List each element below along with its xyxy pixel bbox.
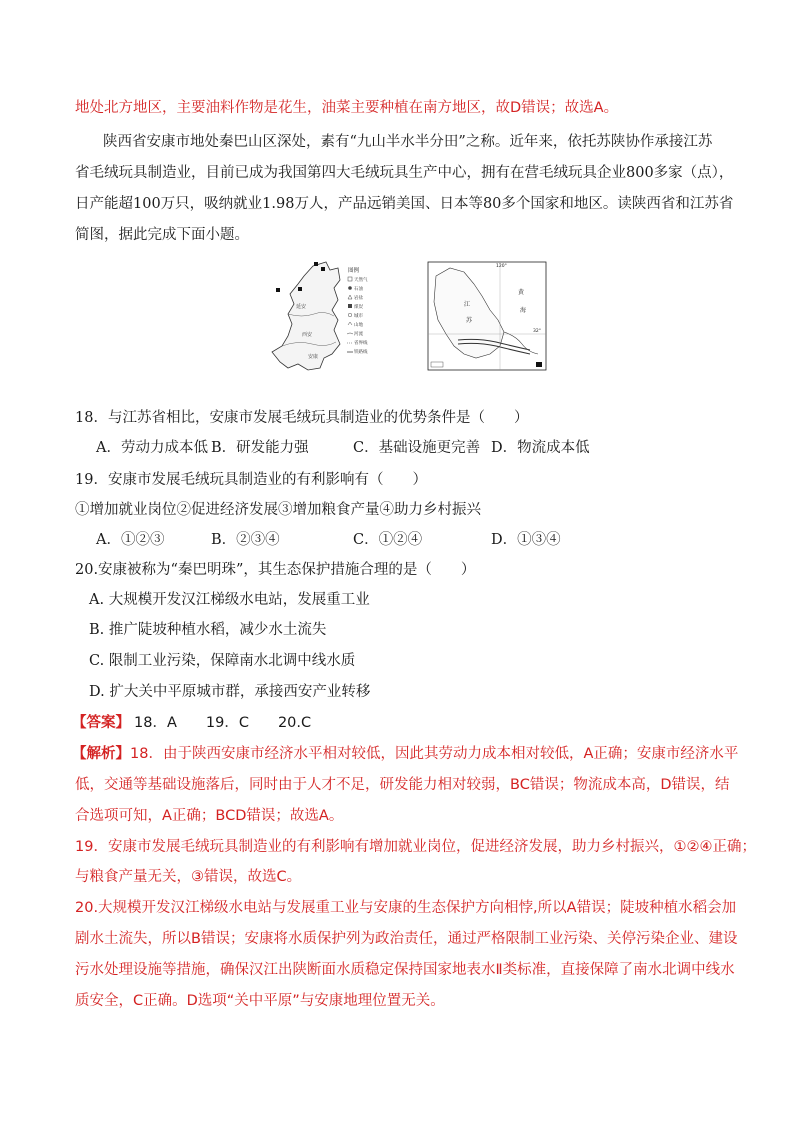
shaanxi-map	[268, 258, 553, 378]
passage-line-3: 日产能超100万只，吸纳就业1.98万人，产品远销美国、日本等80多个国家和地区。读陕西省和江苏省	[75, 196, 734, 212]
q18-stem: 18．与江苏省相比，安康市发展毛绒玩具制造业的优势条件是（ ）	[75, 410, 529, 426]
answer-text: 18．A 19．C 20.C	[134, 715, 312, 731]
analysis-line-8: 污水处理设施等措施，确保汉江出陕断面水质稳定保持国家地表水Ⅱ类标准，直接保障了南水北调中线水	[75, 962, 735, 978]
analysis-line-5: 与粮食产量无关，③错误，故选C。	[75, 869, 302, 885]
q19-option-d: D．①③④	[491, 532, 561, 548]
q18-option-b: B．研发能力强	[211, 440, 309, 456]
svg-text:石油: 石油	[354, 287, 363, 292]
svg-text:苏: 苏	[466, 317, 473, 324]
analysis-line-9: 质安全，C正确。D选项“关中平原”与安康地理位置无关。	[75, 993, 445, 1009]
passage-line-1: 陕西省安康市地处秦巴山区深处，素有“九山半水半分田”之称。近年来，依托苏陕协作承接江苏	[103, 134, 713, 150]
analysis-text-1: 18．由于陕西安康市经济水平相对较低，因此其劳动力成本相对较低，A正确；安康市经济水平	[130, 746, 739, 762]
svg-text:延安: 延安	[296, 304, 307, 310]
analysis-line-1	[72, 744, 738, 764]
q19-items: ①增加就业岗位②促进经济发展③增加粮食产量④助力乡村振兴	[75, 502, 481, 518]
q19-option-a: A．①②③	[96, 532, 165, 548]
passage-line-2: 省毛绒玩具制造业，目前已成为我国第四大毛绒玩具生产中心，拥有在营毛绒玩具企业800多家（点），	[75, 165, 734, 181]
q18-option-a: A．劳动力成本低	[96, 440, 208, 456]
svg-text:120°: 120°	[496, 264, 507, 269]
q18-option-d: D．物流成本低	[491, 440, 590, 456]
legend-title: 图例	[348, 268, 360, 274]
q19-stem: 19．安康市发展毛绒玩具制造业的有利影响有（ ）	[75, 472, 427, 488]
svg-text:安康: 安康	[308, 354, 319, 360]
svg-text:西安: 西安	[302, 332, 313, 338]
analysis-label: 【解析】	[72, 746, 130, 762]
q20-option-d: D. 扩大关中平原城市群，承接西安产业转移	[89, 684, 371, 700]
svg-text:煤炭: 煤炭	[354, 305, 363, 310]
answer-label: 【答案】	[72, 715, 130, 731]
svg-text:城市: 城市	[354, 314, 363, 319]
svg-text:岩盐: 岩盐	[354, 296, 363, 301]
svg-text:铁路线: 铁路线	[354, 350, 368, 355]
q20-option-a: A. 大规模开发汉江梯级水电站，发展重工业	[89, 592, 370, 608]
previous-analysis-line: 地处北方地区，主要油料作物是花生，油菜主要种植在南方地区，故D错误；故选A。	[75, 100, 619, 116]
svg-text:天然气: 天然气	[354, 278, 368, 283]
passage-line-4: 简图，据此完成下面小题。	[75, 227, 249, 243]
analysis-line-6: 20.大规模开发汉江梯级水电站与发展重工业与安康的生态保护方向相悖,所以A错误；陡坡种植水稻会加	[75, 900, 737, 916]
svg-text:省界线: 省界线	[354, 341, 368, 346]
jiangsu-map	[428, 262, 546, 370]
svg-text:32°: 32°	[533, 329, 541, 334]
svg-text:山地: 山地	[354, 323, 363, 328]
q20-option-c: C. 限制工业污染，保障南水北调中线水质	[89, 653, 356, 669]
analysis-line-3: 合选项可知，A正确；BCD错误；故选A。	[75, 808, 344, 824]
q18-option-c: C．基础设施更完善	[353, 440, 481, 456]
analysis-line-4: 19．安康市发展毛绒玩具制造业的有利影响有增加就业岗位，促进经济发展，助力乡村振兴，①②④正确；	[75, 839, 756, 855]
svg-text:海: 海	[520, 307, 527, 314]
svg-text:江: 江	[464, 301, 471, 308]
answer-line	[72, 713, 311, 733]
map-figure	[268, 258, 553, 378]
svg-text:河流: 河流	[354, 332, 363, 337]
q19-option-b: B．②③④	[211, 532, 280, 548]
q19-option-c: C．①②④	[353, 532, 423, 548]
analysis-line-7: 剧水土流失，所以B错误；安康将水质保护列为政治责任，通过严格限制工业污染、关停污染企业、建设	[75, 931, 738, 947]
analysis-line-2: 低，交通等基础设施落后，同时由于人才不足，研发能力相对较弱，BC错误；物流成本高，D错误，结	[75, 777, 730, 793]
q20-option-b: B. 推广陡坡种植水稻，减少水土流失	[89, 622, 327, 638]
svg-text:黄: 黄	[518, 289, 525, 296]
q20-stem: 20.安康被称为“秦巴明珠”，其生态保护措施合理的是（ ）	[75, 562, 476, 578]
